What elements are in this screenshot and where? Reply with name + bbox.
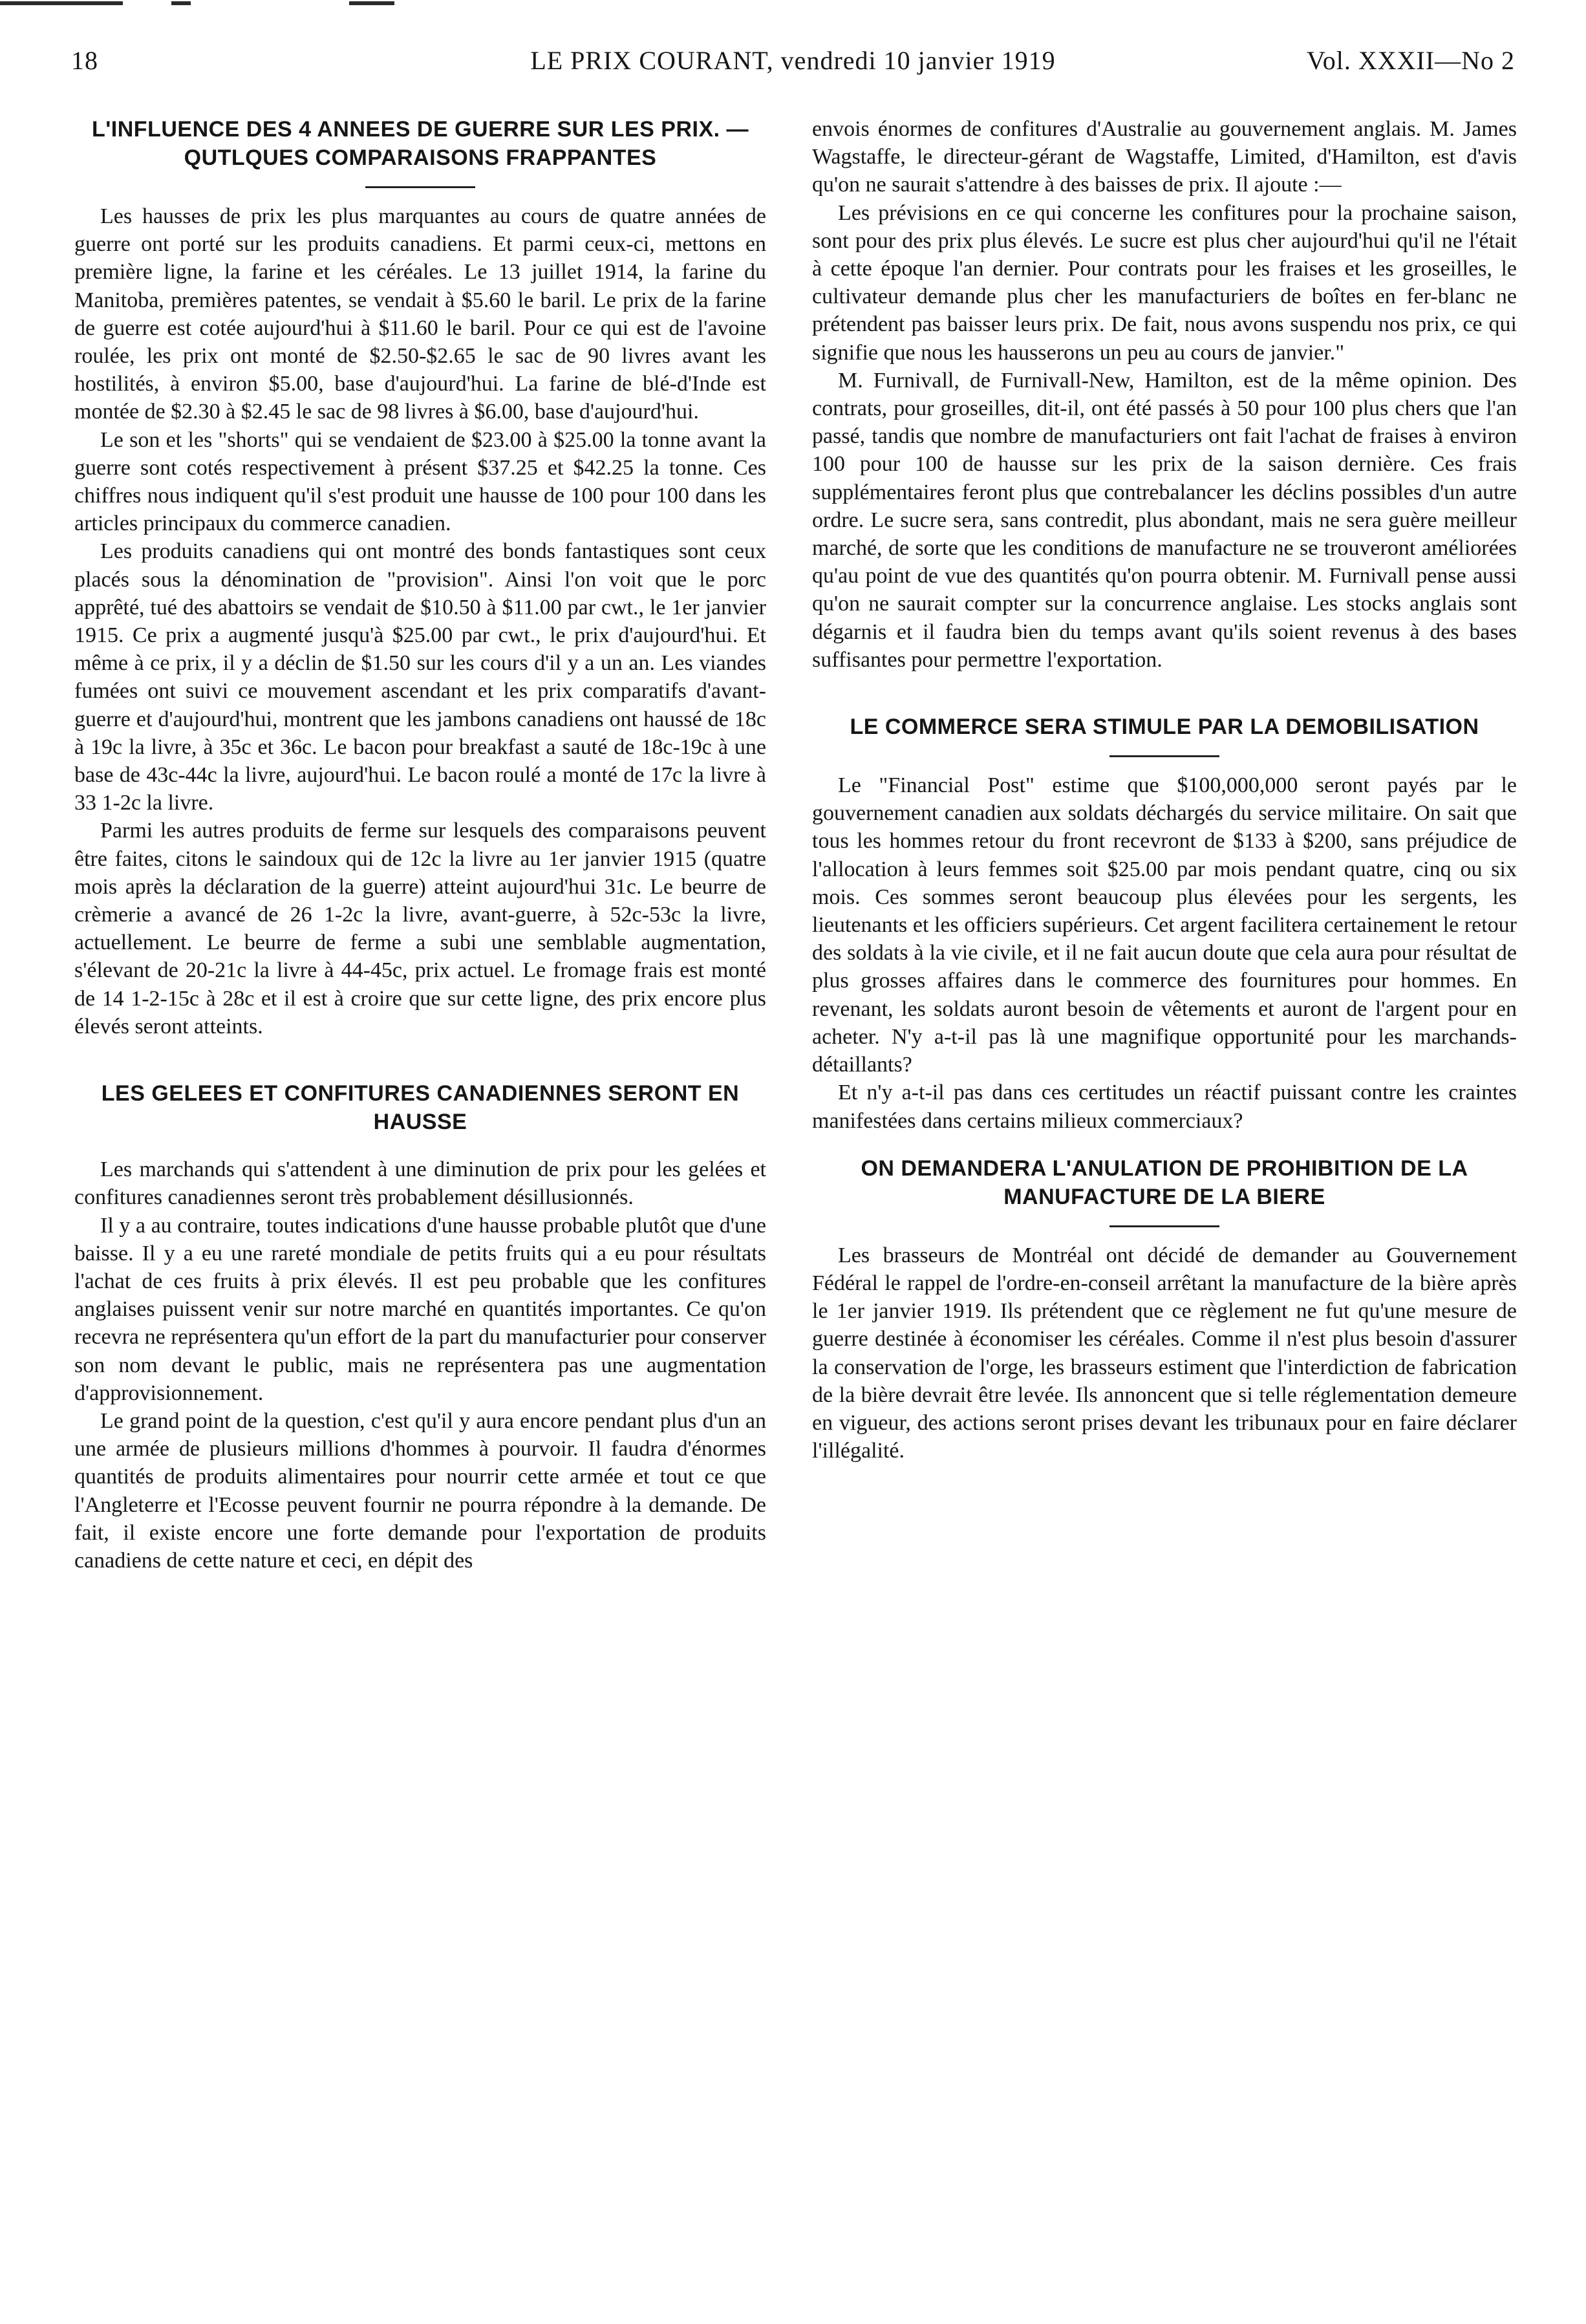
page-number: 18: [71, 46, 98, 75]
article-title-biere: ON DEMANDERA L'ANULATION DE PROHIBITION DE LA MANUFACTURE DE LA BIERE: [861, 1156, 1468, 1209]
left-column: [74, 115, 766, 1575]
article-paragraph: Les brasseurs de Montréal ont décidé de demander au Gouvernement Fédéral le rappel de l'ordre-en-conseil arrêtant la manufacture de la bière après le 1er janvier 1919. Ils prétendent que ce règlement ne fut qu'une mesure de guerre destinée à économiser les céréales. Comme il n'est plus besoin d'assurer la conservation de l'orge, les brasseurs estiment que l'interdiction de fabrication de la bière devrait être levée. Ils annoncent que si telle réglementation demeure en vigueur, des actions seront prises devant les tribunaux pour en faire déclarer l'illégalité.: [812, 1243, 1517, 1463]
article-paragraph: Il y a au contraire, toutes indications d'une hausse probable plutôt que d'une baisse. Il y a eu une rareté mondiale de petits fruits qui a eu pour résultats l'achat de ces fruits à prix élevés. Il est peu probable que les confitures anglaises puissent venir sur notre marché en quantités importantes. Ce qu'on recevra ne représentera qu'un effort de la part du manufacturier pour conserver son nom devant le public, mais ne représentera pas une augmentation d'approvisionnement.: [74, 1213, 766, 1405]
article-paragraph: M. Furnivall, de Furnivall-New, Hamilton, est de la même opinion. Des contrats, pour groseilles, dit-il, ont été passés à 50 pour 100 plus chers que l'an passé, tandis que nombre de manufacturiers ont fait l'achat de fraises à environ 100 pour 100 de hausse sur les prix de la saison dernière. Ces frais supplémentaires feront plus que contrebalancer les déclins possibles d'un autre ordre. Le sucre sera, sans contredit, plus abondant, mais ne sera guère meilleur marché, de sorte que les conditions de manufacture ne se trouveront améliorées qu'au point de vue des quantités qu'on pourra obtenir. M. Furnivall pense aussi qu'on ne saurait compter sur la concurrence anglaise. Les stocks anglais sont dégarnis et il faudra bien du temps avant qu'ils soient revenus à des bases suffisantes pour permettre l'exportation.: [812, 368, 1517, 672]
section-gap: [812, 674, 1517, 713]
title-rule: [1109, 1225, 1219, 1227]
article-paragraph: Les produits canadiens qui ont montré des bonds fantastiques sont ceux placés sous la dénomination de "provision". Ainsi l'on voit que le porc apprêté, tué des abattoirs se vendait de $10.50 à $11.00 par cwt., le 1er janvier 1915. Ce prix a augmenté jusqu'à $25.00 par cwt., le prix d'aujourd'hui. Et même à ce prix, il y a déclin de $1.50 sur les cours d'il y a un an. Les viandes fumées ont suivi ce mouvement ascendant et les prix comparatifs d'avant-guerre et d'aujourd'hui, montrent que les jambons canadiens ont haussé de 18c à 19c la livre, à 35c et 36c. Le bacon pour breakfast a sauté de 18c-19c à une base de 43c-44c la livre, aujourd'hui. Le bacon roulé a monté de 17c la livre à 33 1-2c la livre.: [74, 539, 766, 815]
article-paragraph: Et n'y a-t-il pas dans ces certitudes un réactif puissant contre les craintes manifestées dans certains milieux commerciaux?: [812, 1081, 1517, 1133]
section-gap: [812, 1135, 1517, 1154]
article-title-demobilisation: LE COMMERCE SERA STIMULE PAR LA DEMOBILISATION: [850, 715, 1479, 740]
article-paragraph: Les prévisions en ce qui concerne les confitures pour la prochaine saison, sont pour des prix plus élevés. Le sucre est plus cher aujourd'hui qu'il ne l'était à cette époque l'an dernier. Pour contrats pour les fraises et les groseilles, le cultivateur demande plus cher les manufacturiers de boîtes en fer-blanc ne prétendent pas baisser leurs prix. De fait, nous avons suspendu nos prix, ce qui signifie que nous les hausserons un peu au cours de janvier.": [812, 200, 1517, 365]
article-title-influence-guerre: L'INFLUENCE DES 4 ANNEES DE GUERRE SUR LES PRIX. — QUTLQUES COMPARAISONS FRAPPANTES: [91, 117, 749, 170]
publication-title: LE PRIX COURANT, vendredi 10 janvier 1919: [530, 46, 1056, 75]
section-gap: [74, 1040, 766, 1079]
article-paragraph: Le "Financial Post" estime que $100,000,000 seront payés par le gouvernement canadien aux soldats déchargés du service militaire. On sait que tous les hommes retour du front recevront de $133 à $200, sans préjudice de l'allocation à leurs femmes soit $25.00 par mois pendant quatre, cinq ou six mois. Ces sommes seront beaucoup plus élevées pour les sergents, les lieutenants et les officiers supérieurs. Cet argent facilitera certainement le retour des soldats à la vie civile, et il ne fait aucun doute que cela aura pour résultat de plus grosses affaires dans le commerce des fournitures pour hommes. En revenant, les soldats auront besoin de vêtements et auront de l'argent pour en acheter. N'y a-t-il pas là une magnifique opportunité pour les marchands-détaillants?: [812, 773, 1517, 1077]
article-paragraph: Parmi les autres produits de ferme sur lesquels des comparaisons peuvent être faites, citons le saindoux qui de 12c la livre au 1er janvier 1915 (quatre mois après la déclaration de la guerre) atteint aujourd'hui 31c. Le beurre de crèmerie a avancé de 26 1-2c la livre, avant-guerre, à 52c-53c la livre, actuellement. Le beurre de ferme a subi une semblable augmentation, s'élevant de 20-21c la livre à 44-45c, prix actuel. Le fromage frais est monté de 14 1-2-15c à 28c et il est à croire que sur cette ligne, des prix encore plus élevés seront atteints.: [74, 819, 766, 1038]
article-title-gelees-confitures: LES GELEES ET CONFITURES CANADIENNES SERONT EN HAUSSE: [101, 1081, 740, 1135]
volume-number: Vol. XXXII—No 2: [1306, 46, 1515, 75]
right-column: [812, 115, 1517, 1465]
title-rule: [365, 186, 475, 188]
article-paragraph: Les hausses de prix les plus marquantes au cours de quatre années de guerre ont porté sur les produits canadiens. Et parmi ceux-ci, mettons en première ligne, la farine et les céréales. Le 13 juillet 1914, la farine du Manitoba, premières patentes, se vendait à $5.60 le baril. Le prix de la farine de guerre est cotée aujourd'hui à $11.60 le baril. Pour ce qui est de l'avoine roulée, les prix ont monté de $2.50-$2.65 le sac de 90 livres avant les hostilités, à environ $5.00, base d'aujourd'hui. La farine de blé-d'Inde est montée de $2.30 à $2.45 le sac de 98 livres à $6.00, base d'aujourd'hui.: [74, 204, 766, 424]
title-rule: [1109, 755, 1219, 757]
article-paragraph: Le grand point de la question, c'est qu'il y aura encore pendant plus d'un an une armée de plusieurs millions d'hommes à pourvoir. Il faudra d'énormes quantités de produits alimentaires pour nourrir cette armée et tout ce que l'Angleterre et l'Ecosse peuvent fournir ne pourra répondre à la demande. De fait, il existe encore une forte demande pour l'exportation de produits canadiens de cette nature et ceci, en dépit des: [74, 1408, 766, 1573]
section-gap: [74, 1136, 766, 1156]
article-paragraph-continued: envois énormes de confitures d'Australie au gouvernement anglais. M. James Wagstaffe, le directeur-gérant de Wagstaffe, Limited, d'Hamilton, est d'avis qu'on ne saurait s'attendre à des baisses de prix. Il ajoute :—: [812, 117, 1517, 197]
article-paragraph: Le son et les "shorts" qui se vendaient de $23.00 à $25.00 la tonne avant la guerre sont cotés respectivement à présent $37.25 et $42.25 la tonne. Ces chiffres nous indiquent qu'il s'est produit une hausse de 100 pour 100 dans les articles principaux du commerce canadien.: [74, 427, 766, 536]
article-paragraph: Les marchands qui s'attendent à une diminution de prix pour les gelées et confitures canadiennes seront très probablement désillusionnés.: [74, 1157, 766, 1210]
running-header: [71, 45, 1515, 84]
column-divider: [788, 115, 789, 2301]
